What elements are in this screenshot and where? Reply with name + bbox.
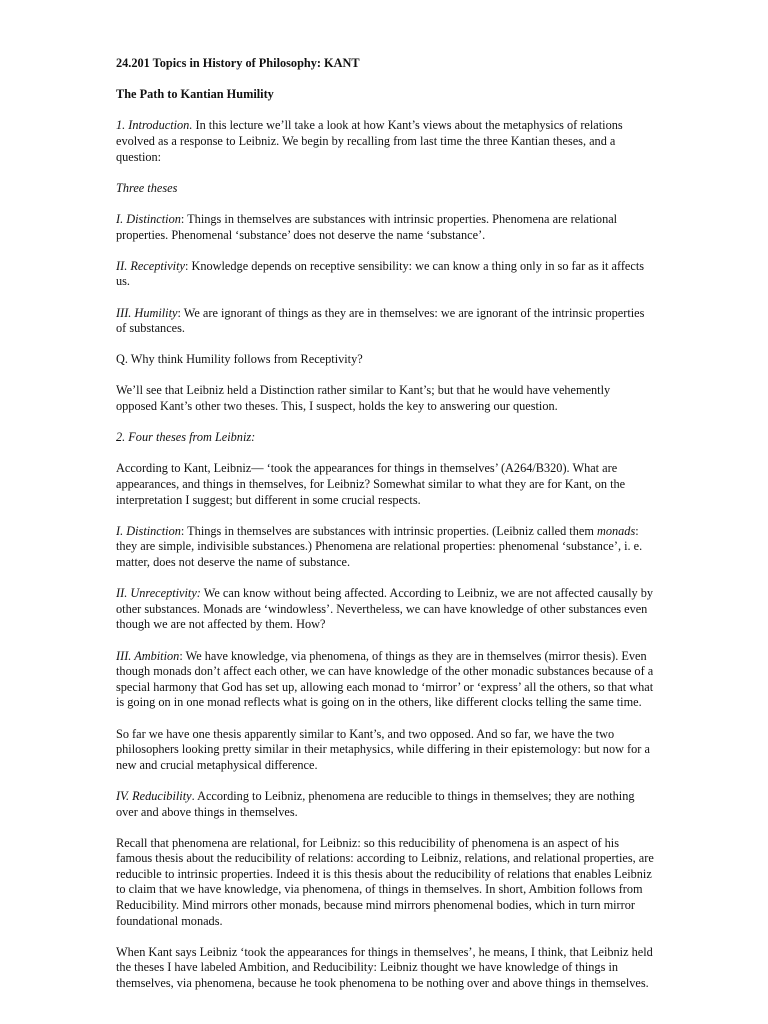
according-to-kant-paragraph: According to Kant, Leibniz— ‘took the appearances for things in themselves’ (A264/B320). What are appearances, and things in themselves, for Leibniz? Somewhat similar to what they are for Kant, on the interpretation I suggest; but different in some crucial respects.	[116, 461, 626, 507]
thesis-label: III. Humility	[116, 305, 178, 320]
thesis-text: We can know without being affected. According to Leibniz, we are not affected causally by other substances. Monads are ‘windowless’. Nevertheless, we can have knowledge of other substances even though we are not affected by them. How?	[116, 586, 654, 632]
thesis-label: I. Distinction	[116, 523, 181, 538]
leibniz-reducibility-paragraph	[116, 789, 654, 820]
question-paragraph: Q. Why think Humility follows from Receptivity?	[116, 352, 363, 367]
leibniz-intro-paragraph: We’ll see that Leibniz held a Distinction rather similar to Kant’s; but that he would have vehemently opposed Kant’s other two theses. This, I suspect, holds the key to answering our question.	[116, 383, 611, 414]
kant-thesis-distinction	[116, 212, 654, 243]
so-far-paragraph: So far we have one thesis apparently similar to Kant’s, and two opposed. And so far, we have the two philosophers looking pretty similar in their metaphysics, while differing in their epistemology: but now for a new and crucial metaphysical difference.	[116, 726, 650, 772]
leibniz-unreceptivity-paragraph	[116, 586, 654, 633]
three-theses-heading	[116, 181, 654, 197]
four-theses-heading	[116, 430, 654, 446]
thesis-text: : We have knowledge, via phenomena, of things as they are in themselves (mirror thesis). Even though monads don’t affect each other, we can have knowledge of the other monadic substances because of a special harmony that God has set up, allowing each monad to ‘mirror’ or ‘express’ all the others, so that what is going on in one monad reflects what is going on in the others, like different clocks telling the same time.	[116, 648, 654, 710]
intro-paragraph	[116, 118, 654, 165]
recall-paragraph: Recall that phenomena are relational, for Leibniz: so this reducibility of phenomena is an aspect of his famous thesis about the reducibility of relations: according to Leibniz, relations, and relational properties, are reducible to intrinsic properties. Indeed it is this thesis about the reducibility of relations that enables Leibniz to claim that we have knowledge, via phenomena, of things in themselves. In short, Ambition follows from Reducibility. Mind mirrors other monads, because mind mirrors phenomenal bodies, which in turn mirror foundational monads.	[116, 835, 654, 928]
document-page	[116, 56, 654, 1007]
thesis-text: : they are simple, indivisible substances.) Phenomena are relational properties: phenomenal ‘substance’, i. e. matter, does not deserve the name of substance.	[116, 523, 643, 569]
four-theses-heading-text: 2. Four theses from Leibniz:	[116, 430, 256, 445]
intro-heading: 1. Introduction.	[116, 118, 193, 133]
course-title: 24.201 Topics in History of Philosophy: KANT	[116, 56, 360, 70]
thesis-label: II. Receptivity	[116, 258, 185, 273]
monads-term: monads	[596, 523, 636, 538]
thesis-label: III. Ambition	[116, 648, 180, 663]
lecture-title: The Path to Kantian Humility	[116, 87, 274, 102]
kant-thesis-receptivity	[116, 259, 654, 290]
thesis-text: : Knowledge depends on receptive sensibility: we can know a thing only in so far as it affects us.	[116, 258, 645, 289]
thesis-label: I. Distinction	[116, 211, 181, 226]
thesis-label: II. Unreceptivity:	[116, 586, 201, 601]
three-theses-heading-text: Three theses	[116, 180, 178, 195]
leibniz-distinction-paragraph	[116, 524, 654, 571]
thesis-text: : Things in themselves are substances with intrinsic properties. (Leibniz called them	[180, 523, 597, 538]
thesis-label: IV. Reducibility	[116, 788, 192, 803]
kant-thesis-humility	[116, 306, 654, 337]
when-kant-says-paragraph: When Kant says Leibniz ‘took the appearances for things in themselves’, he means, I think, that Leibniz held the theses I have labeled Ambition, and Reducibility: Leibniz thought we have knowledge of things in themselves, via phenomena, because he took phenomena to be nothing over and above things in themselves.	[116, 944, 653, 991]
thesis-text: : We are ignorant of things as they are in themselves: we are ignorant of the intrinsic properties of substances.	[116, 305, 645, 336]
intro-text: In this lecture we’ll take a look at how Kant’s views about the metaphysics of relations evolved as a response to Leibniz. We begin by recalling from last time the three Kantian theses, and a question:	[116, 118, 623, 164]
leibniz-ambition-paragraph	[116, 649, 654, 711]
thesis-text: . According to Leibniz, phenomena are reducible to things in themselves; they are nothing over and above things in themselves.	[116, 788, 635, 819]
thesis-text: : Things in themselves are substances with intrinsic properties. Phenomena are relational properties. Phenomenal ‘substance’ does not deserve the name ‘substance’.	[116, 211, 618, 242]
